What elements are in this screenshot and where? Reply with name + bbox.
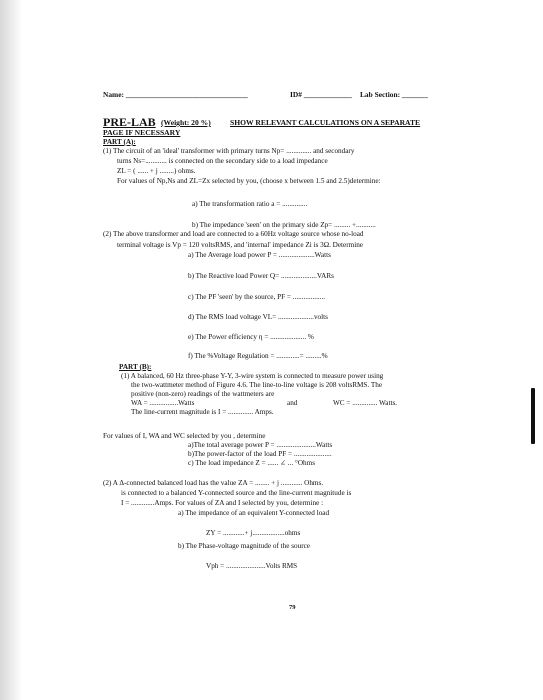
part-b-q1-line1: (1) A balanced, 60 Hz three-phase Y-Y, 3-wire system is connected to measure power using — [121, 372, 384, 380]
name-field — [103, 90, 248, 99]
margin-bar — [531, 388, 535, 444]
part-b-q1-line2: the two-wattmeter method of Figure 4.6. The line-to-line voltage is 208 voltsRMS. The — [131, 381, 383, 389]
part-b-q2-line1: (2) A Δ-connected balanced load has the value ZA = ........ + j ............ Ohms. — [103, 479, 324, 487]
part-a-q1-a: a) The transformation ratio a = .............. — [192, 200, 308, 208]
instruction-continued: PAGE IF NECESSARY — [103, 128, 181, 137]
part-b-q1-b: b)The power-factor of the load PF = ..................... — [188, 450, 332, 458]
part-a-q2-d: d) The RMS load voltage VL= ....................volts — [188, 313, 328, 321]
part-a-q1-line4: For values of Np,Ns and ZL=Zx selected by you, (choose x between 1.5 and 2.5)determine: — [117, 177, 381, 185]
part-a-heading: PART (A): — [103, 138, 136, 146]
id-field — [290, 90, 352, 99]
part-b-q2-vph: Vph = ......................Volts RMS — [206, 562, 298, 570]
part-b-heading: PART (B): — [119, 363, 152, 371]
part-a-q2-f: f) The %Voltage Regulation = .............= .........% — [188, 352, 328, 360]
part-b-for-values: For values of I, WA and WC selected by you , determine — [103, 432, 266, 440]
part-b-q1-wa: WA = ................Watts — [131, 399, 195, 407]
lab-section-blank: _______ — [401, 90, 428, 99]
part-b-q2-line2: is connected to a balanced Y-connected source and the line-current magnitude is — [121, 489, 352, 497]
page-number: 79 — [289, 604, 296, 611]
instruction: SHOW RELEVANT CALCULATIONS ON A SEPARATE — [230, 118, 421, 127]
id-label: ID# — [290, 90, 302, 99]
part-b-q2-zy: ZY = ............+ j..................ohms — [206, 529, 301, 537]
lab-section-field — [360, 90, 428, 99]
id-blank: _____________ — [303, 90, 352, 99]
part-b-q1-line3: positive (non-zero) readings of the wattmeters are — [131, 390, 275, 398]
part-a-q2-line2: terminal voltage is Vp = 120 voltsRMS, and 'internal' impedance Zi is 3Ω. Determine — [117, 241, 363, 249]
part-a-q2-b: b) The Reactive load Power Q= ....................VARs — [188, 272, 334, 280]
part-a-q2-a: a) The Average load power P = ....................Watts — [188, 251, 331, 259]
weight-note: (Weight: 20 %) — [161, 118, 211, 127]
part-b-q1-a: a)The total average power P = ......................Watts — [188, 441, 333, 449]
part-b-q1-line5: The line-current magnitude is I = .............. Amps. — [131, 408, 274, 416]
part-b-q1-wc: WC = .............. Watts. — [333, 399, 398, 407]
part-b-q1-and: and — [287, 399, 298, 407]
name-blank: _________________________________ — [125, 90, 248, 99]
part-b-q2-b: b) The Phase-voltage magnitude of the source — [178, 542, 310, 550]
prelab-title: PRE-LAB — [103, 115, 156, 129]
part-a-q1-line2: turns Ns=............ is connected on the secondary side to a load impedance — [117, 157, 328, 165]
part-a-q1-line1: (1) The circuit of an 'ideal' transformer with primary turns Np= .............. and secondary — [103, 147, 355, 155]
part-b-q2-line3: I = .............Amps. For values of ZA and I selected by you, determine : — [121, 499, 324, 507]
scan-shadow — [0, 0, 22, 700]
lab-section-label: Lab Section: — [360, 90, 401, 99]
part-a-q2-e: e) The Power efficiency η = .................... % — [188, 333, 314, 341]
part-a-q2-line1: (2) The above transformer and load are connected to a 60Hz voltage source whose no-load — [103, 230, 364, 238]
part-b-q1-c: c) The load impedance Z = ...... ∠ ... °Ohms — [188, 459, 315, 467]
part-b-q2-a: a) The impedance of an equivalent Y-connected load — [178, 509, 330, 517]
part-a-q1-line3: ZL = ( ...... + j ........) ohms. — [117, 167, 196, 175]
name-label: Name: — [103, 90, 124, 99]
part-a-q1-b: b) The impedance 'seen' on the primary side Zp= ......... +........... — [192, 221, 376, 229]
part-a-q2-c: c) The PF 'seen' by the source, PF = .................. — [188, 293, 326, 301]
